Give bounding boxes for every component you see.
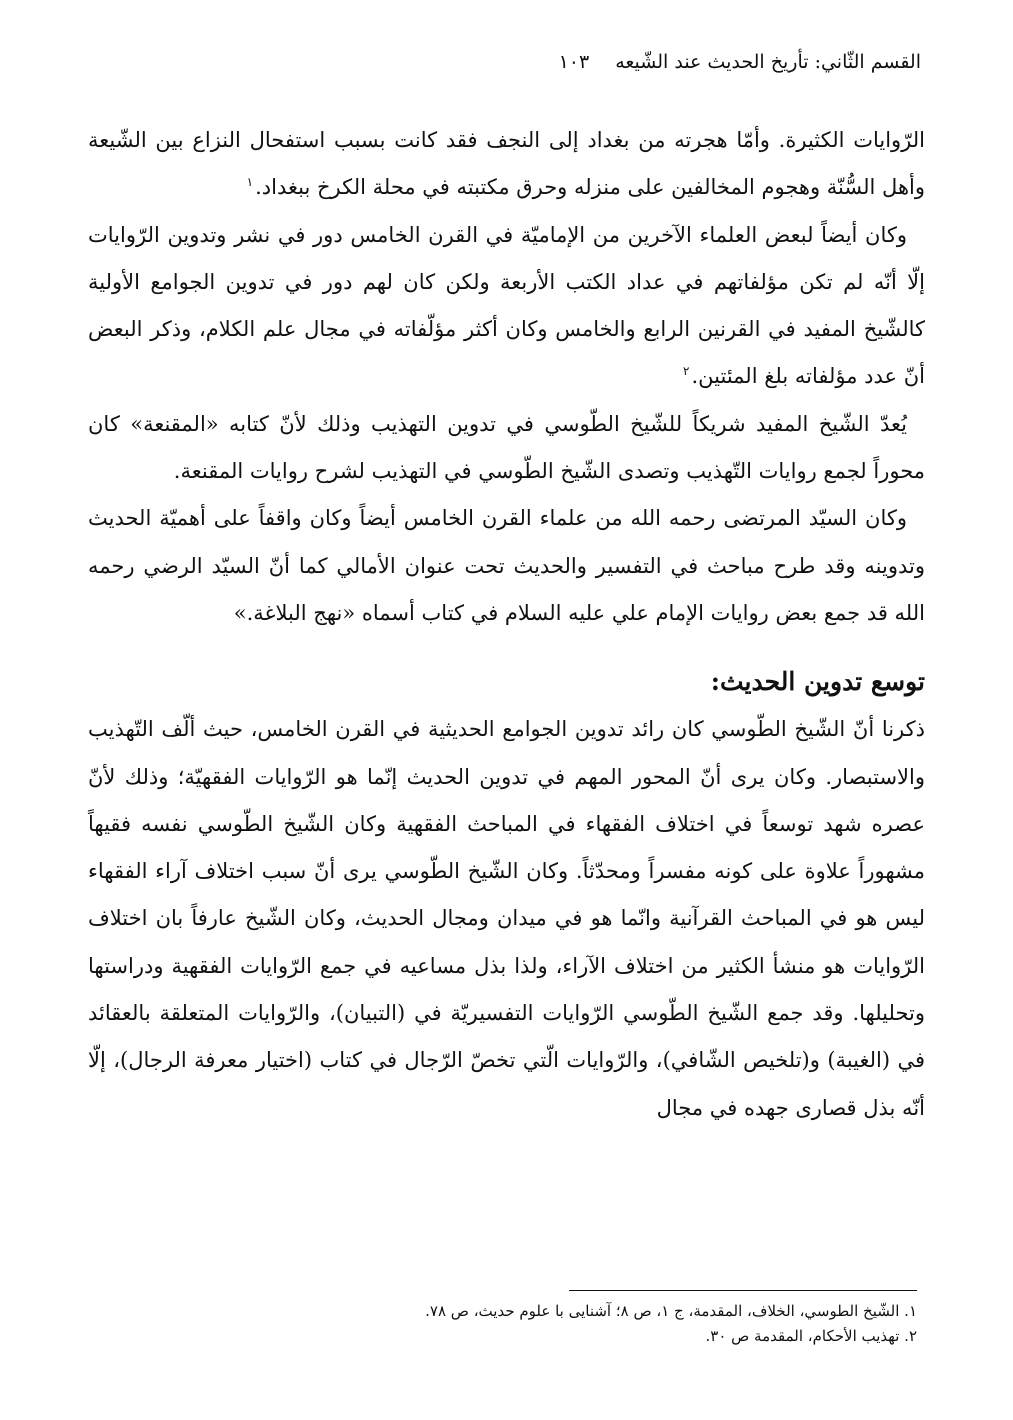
footnote-1: ١. الشّيخ الطوسي، الخلاف، المقدمة، ج ١، ص ٨؛ آشنايى با علوم حديث، ص ٧٨. — [425, 1302, 917, 1320]
paragraph-5: ذكرنا أنّ الشّيخ الطّوسي كان رائد تدوين الجوامع الحديثية في القرن الخامس، حيث ألّف التّهذيب والاستبصار. وكان يرى أنّ المحور المهم في تدوين الحديث إنّما هو الرّوايات الفقهيّة؛ وذلك لأنّ عصره شهد توسعاً في اختلاف الفقهاء في المباحث الفقهية وكان الشّيخ الطّوسي نفسه فقيهاً مشهوراً علاوة على كونه مفسراً ومحدّثاً. وكان الشّيخ الطّوسي يرى أنّ سبب اختلاف آراء الفقهاء ليس هو في المباحث القرآنية وانّما هو في ميدان ومجال الحديث، وكان الشّيخ عارفاً بان اختلاف الرّوايات هو منشأ الكثير من اختلاف الآراء، ولذا بذل مساعيه في جمع الرّوايات الفقهية ودراستها وتحليلها. وقد جمع الشّيخ الطّوسي الرّوايات التفسيريّة في (التبيان)، والرّوايات المتعلقة بالعقائد في (الغيبة) و(تلخيص الشّافي)، والرّوايات الّتي تخصّ الرّجال في كتاب (اختيار معرفة الرجال)، إلّا أنّه بذل قصارى جهده في مجال — [88, 717, 925, 1120]
paragraph-2 — [88, 212, 925, 401]
section-heading: توسع تدوين الحديث: — [710, 667, 925, 697]
paragraph-1-text: الرّوايات الكثيرة. وأمّا هجرته من بغداد إلى النجف فقد كانت بسبب استفحال النزاع بين الشّيعة وأهل السُّنّة وهجوم المخالفين على منزله وحرق مكتبته في محلة الكرخ ببغداد. — [88, 128, 925, 200]
footnote-separator — [569, 1290, 917, 1291]
running-header — [92, 42, 921, 82]
footnotes — [92, 1299, 917, 1349]
page-number: ١٠٣ — [558, 51, 590, 73]
footnote-2: ٢. تهذيب الأحكام، المقدمة ص ٣٠. — [705, 1327, 917, 1345]
paragraph-2-text: وكان أيضاً لبعض العلماء الآخرين من الإماميّة في القرن الخامس دور في نشر وتدوين الرّوايات إلّا أنّه لم تكن مؤلفاتهم في عداد الكتب الأربعة ولكن كان لهم دور في تدوين الجوامع الأولية كالشّيخ المفيد في القرنين الرابع والخامس وكان أكثر مؤلّفاته في مجال علم الكلام، وذكر البعض أنّ عدد مؤلفاته بلغ المئتين. — [88, 222, 925, 389]
footnote-ref-2: ٢ — [683, 364, 690, 379]
footnote-ref-1: ١ — [246, 175, 254, 190]
header-title: القسم الثّاني: تأريخ الحديث عند الشّيعه — [615, 51, 921, 73]
paragraph-1 — [88, 117, 925, 212]
paragraph-4: وكان السيّد المرتضى رحمه الله من علماء القرن الخامس أيضاً وكان واقفاً على أهميّة الحديث وتدوينه وقد طرح مباحث في التفسير والحديث تحت عنوان الأمالي كما أنّ السيّد الرضي رحمه الله قد جمع بعض روايات الإمام علي عليه السلام في كتاب أسماه «نهج البلاغة.» — [88, 506, 925, 625]
main-text — [88, 117, 925, 1132]
paragraph-3: يُعدّ الشّيخ المفيد شريكاً للشّيخ الطّوسي في تدوين التهذيب وذلك لأنّ كتابه «المقنعة» كان محوراً لجمع روايات التّهذيب وتصدى الشّيخ الطّوسي في التهذيب لشرح روايات المقنعة. — [88, 411, 925, 484]
